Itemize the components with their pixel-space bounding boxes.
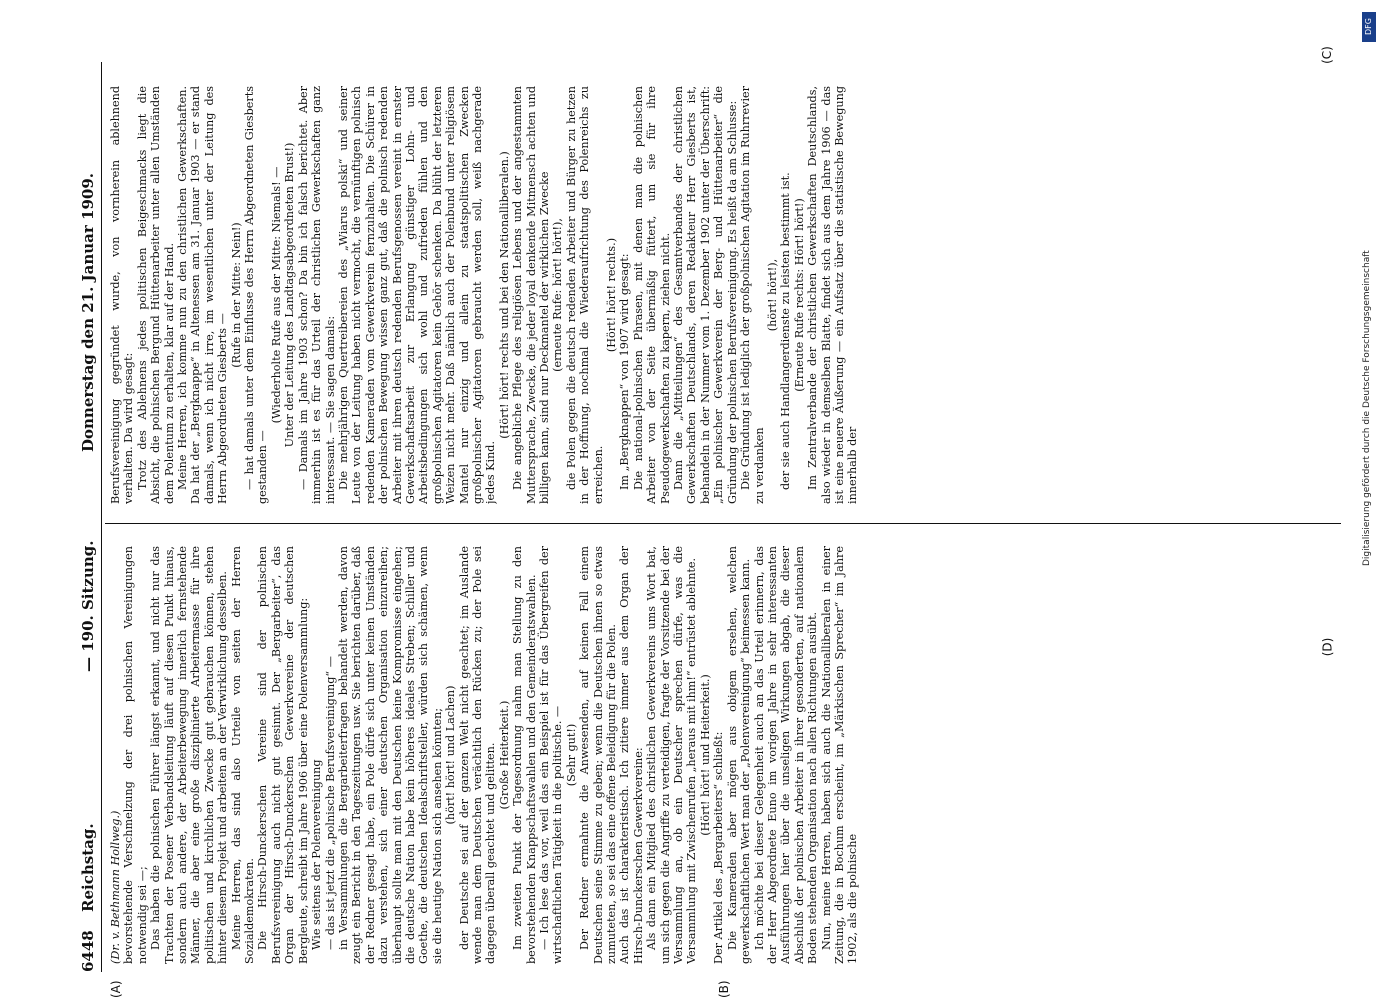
paragraph: Dann die „Mitteilungen“ des Gesamtverbandes der christlichen Gewerkschaften Deutschlands, deren Redakteur Herr Giesberts ist, behandeln in der Nummer vom 1. Dezember 1902 unter der Überschrift: „Ein polnischer Gewerkverein der Berg- und Hüttenarbeiter“ die Gründung der polnischen Berufsvereinigung. Es heißt da am Schlusse: xyxy=(672,86,739,504)
paragraph: — Damals im Jahre 1903 schon? Da bin ich falsch berichtet. Aber immerhin ist es für das Urteil der christlichen Gewerkschaften ganz interessant. — Sie sagen damals: xyxy=(296,86,337,504)
document-page xyxy=(77,62,1347,998)
paragraph: Im Zentralverbande der christlichen Gewerkschaften Deutschlands, also wieder in demselben Blatte, findet sich aus dem Jahre 1906 — das ist eine neuere Äußerung — ein Aufsatz über die statistische Bewegung innerhalb der xyxy=(806,86,860,504)
paragraph: Die Gründung ist lediglich der großpolnischen Agitation im Ruhrrevier zu verdanken xyxy=(739,86,766,504)
paragraph: (Sehr gut!) xyxy=(564,723,578,787)
left-text-column xyxy=(109,546,1339,964)
paragraph: (Dr. v. Bethmann Hollweg.) xyxy=(109,810,122,964)
paragraph: Die national-polnischen Phrasen, mit denen man die polnischen Arbeiter von der Seite übermäßig füttert, um sie für ihre Pseudogewerkschaften zu kapern, ziehen nicht. xyxy=(631,86,672,504)
paragraph: (Hört! hört! und Heiterkeit.) xyxy=(698,674,712,836)
paragraph: Meine Herren, ich komme nun zu den christlichen Gewerkschaften. Da hat der „Bergknappe“ in Altenessen am 31. Januar 1903 — er stand damals, wenn ich nicht irre, im wesentlichen unter der Leitung des Herrn Abgeordneten Giesberts — xyxy=(176,86,230,504)
paragraph: Als dann ein Mitglied des christlichen Gewerkvereins ums Wort bat, um sich gegen die Angriffe zu verteidigen, fragte der Vorsitzende bei der Versammlung an, ob ein Deutscher sprechen dürfe, was die Versammlung mit Zwischenrufen „heraus mit ihm!“ entrüstet ablehnte. xyxy=(645,546,699,964)
paragraph: Trotz des Ablehnens jedes politischen Beigeschmacks liegt die Absicht, die polnischen Bergund Hüttenarbeiter unter allen Umständen dem Polentum zu erhalten, klar auf der Hand. xyxy=(135,86,176,504)
paragraph: in Versammlungen die Bergarbeiterfragen behandelt werden, davon zeugt ein Bericht in den Tageszeitungen usw. Sie berichten darüber, daß der Redner gesagt habe, ein Pole dürfe sich unter keinen Umständen dazu verstehen, sich einer deutschen Organisation einzureihen; überhaupt sollte man mit den Deutschen keine Kompromisse eingehen; die deutsche Nation habe kein höheres ideales Streben; Schiller und Goethe, die deutschen Idealschriftsteller, würden sich schämen, wenn sie die heutige Nation sich ansehen könnten; xyxy=(336,546,444,964)
paragraph: Die Kameraden aber mögen aus obigem ersehen, welchen gewerkschaftlichen Wert man der „Polenvereinigung“ beimessen kann. xyxy=(725,546,753,964)
paragraph: Auch das ist charakteristisch. Ich zitiere immer aus dem Organ der Hirsch-Dunckerschen Gewerkvereine: xyxy=(618,546,645,964)
paragraph: (Große Heiterkeit.) xyxy=(497,700,511,810)
page-number: 6448 xyxy=(79,930,97,972)
paragraph: — Ich lese das vor, weil das ein Beispiel ist für das Übergreifen der wirtschaftlichen Tätigkeit in die politische. — xyxy=(538,546,565,964)
paragraph: — hat damals unter dem Einflusse des Herrn Abgeordneten Giesberts gestanden — xyxy=(243,86,270,504)
paragraph: (hört! hört! und Lachen) xyxy=(444,685,458,825)
paragraph: (Erneute Rufe rechts: Hört! hört!) xyxy=(792,198,806,392)
margin-mark-b: (B) xyxy=(717,980,731,998)
page-header xyxy=(77,62,103,972)
header-rule xyxy=(101,62,102,972)
margin-mark-c: (C) xyxy=(1319,46,1334,64)
paragraph: Berufsvereinigung gegründet wurde, von vornherein ablehnend verhalten. Da wird gesagt: xyxy=(109,86,136,504)
paragraph: Wie seitens der Polenvereinigung xyxy=(310,759,324,950)
paragraph: Im „Bergknappen“ von 1907 wird gesagt: xyxy=(618,253,632,490)
paragraph: der Deutsche sei auf der ganzen Welt nicht geachtet; im Auslande wende man dem Deutschen verächtlich den Rücken zu; der Pole sei dagegen überall geachtet und gelitten. xyxy=(457,546,498,964)
paragraph: bevorstehende Verschmelzung der drei polnischen Vereinigungen notwendig sei —; xyxy=(122,546,149,964)
paragraph: (erneute Rufe: hört! hört!), xyxy=(551,218,565,372)
paragraph: Meine Herren, das sind also Urteile von seiten der Herren Sozialdemokraten. xyxy=(229,546,257,964)
margin-mark-a: (A) xyxy=(109,980,123,998)
paragraph: Ich möchte bei dieser Gelegenheit auch an das Urteil erinnern, das der Herr Abgeordnete Euno im vorigen Jahre in sehr interessanten Ausführungen hier über die unseligen Wirkungen abgab, die dieser Abschluß der polnischen Arbeiter in ihrer gesonderten, auf nationalem Boden stehenden Organisation nach allen Richtungen ausübt. xyxy=(752,546,820,964)
digitization-stamp xyxy=(1360,6,1378,992)
header-publication: Reichstag. xyxy=(79,823,97,912)
right-text-column xyxy=(109,86,1339,504)
paragraph: Die Hirsch-Dunckerschen Vereine sind der polnischen Berufsvereinigung auch nicht gut gesinnt. Der „Bergarbeiter“, das Organ der Hirsch-Dunckerschen Gewerkvereine der deutschen Bergleute, schreibt im Jahre 1906 über eine Polenversammlung: xyxy=(256,546,310,964)
paragraph: — das ist jetzt die „polnische Berufsvereinigung“ — xyxy=(323,656,337,950)
paragraph: (Hört! hört! rechts und bei den Nationalliberalen.) xyxy=(497,151,511,439)
paragraph: Nun, meine Herren, haben sich auch die Nationalliberalen in einer Zeitung, die in Bochum erscheint, im „Märkischen Sprecher“ im Jahre 1902, als die polnische xyxy=(819,546,860,964)
paragraph: Das haben die polnischen Führer längst erkannt, und nicht nur das Trachten der Posener Verbandsleitung läuft auf diesen Punkt hinaus, sondern auch andere, der Arbeiterbewegung innerlich fernstehende Männer, die aber eine große disziplinierte Arbeitermasse für ihre politischen und kirchlichen Zwecke gut gebrauchen können, stehen hinter diesem Projekt und arbeiten an der Verwirklichung desselben. xyxy=(149,546,230,964)
margin-mark-d: (D) xyxy=(1320,637,1335,657)
paragraph: der sie auch Handlangerdienste zu leisten bestimmt ist. xyxy=(779,172,793,490)
paragraph: Die mehrjährigen Quertreibereien des „Wiarus polski“ und seiner Leute von der Leitung haben nicht vermocht, die vernünftigen polnisch redenden Kameraden vom Gewerkverein fernzuhalten. Die Schürer in der polnischen Bewegung wissen ganz gut, daß die polnisch redenden Arbeiter mit ihren deutsch redenden Berufsgenossen vereint in ernster Gewerkschaftsarbeit zur Erlangung günstiger Lohn- und Arbeitsbedingungen sich wohl und zufrieden fühlen und den großpolnischen Agitatoren kein Gehör schenken. Da blüht der letzteren Weizen nicht mehr. Daß nämlich auch der Polenbund unter religiösem Mantel nur einzig und allein zu staatspolitischen Zwecken großpolnischer Agitatoren gebraucht werden soll, weiß nachgerade jedes Kind. xyxy=(336,86,498,504)
digitization-note: Digitalisierung gefördert durch die Deutsche Forschungsgemeinschaft xyxy=(1362,250,1372,566)
paragraph: Unter der Leitung des Landtagsabgeordneten Brust!) xyxy=(283,142,297,448)
paragraph: Die angebliche Pflege des religiösen Lebens und der angestammten Muttersprache, Zwecke, die jeder loyal denkende Mitmensch achten und billigen kann, sind nur Deckmantel der wirklichen Zwecke xyxy=(511,86,551,504)
header-date: Donnerstag den 21. Januar 1909. xyxy=(79,173,97,452)
header-session: — 190. Sitzung. xyxy=(79,540,97,672)
paragraph: (Hört! hört! rechts.) xyxy=(605,237,619,353)
column-separator xyxy=(105,523,1341,524)
paragraph: Der Redner ermahnte die Anwesenden, auf keinen Fall einem Deutschen seine Stimme zu geben; wenn die Deutschen ihnen so etwas zumuteten, so sei das eine offene Beleidigung für die Polen. xyxy=(578,546,619,964)
paragraph: Der Artikel des „Bergarbeiters“ schließt: xyxy=(712,731,726,964)
paragraph: (hört! hört!), xyxy=(765,258,779,332)
paragraph: (Rufe in der Mitte: Nein!) xyxy=(229,222,243,368)
paragraph: die Polen gegen die deutsch redenden Arbeiter und Bürger zu hetzen in der Hoffnung, nochmal die Wiederaufrichtung des Polenreichs zu erreichen. xyxy=(564,86,605,504)
dfg-logo: DFG xyxy=(1362,12,1376,42)
paragraph: (Wiederholte Rufe aus der Mitte: Niemals! — xyxy=(269,166,283,424)
paragraph: Im zweiten Punkt der Tagesordnung nahm man Stellung zu den bevorstehenden Knappschaftswahlen und den Gemeinderatswahlen. xyxy=(511,546,538,964)
